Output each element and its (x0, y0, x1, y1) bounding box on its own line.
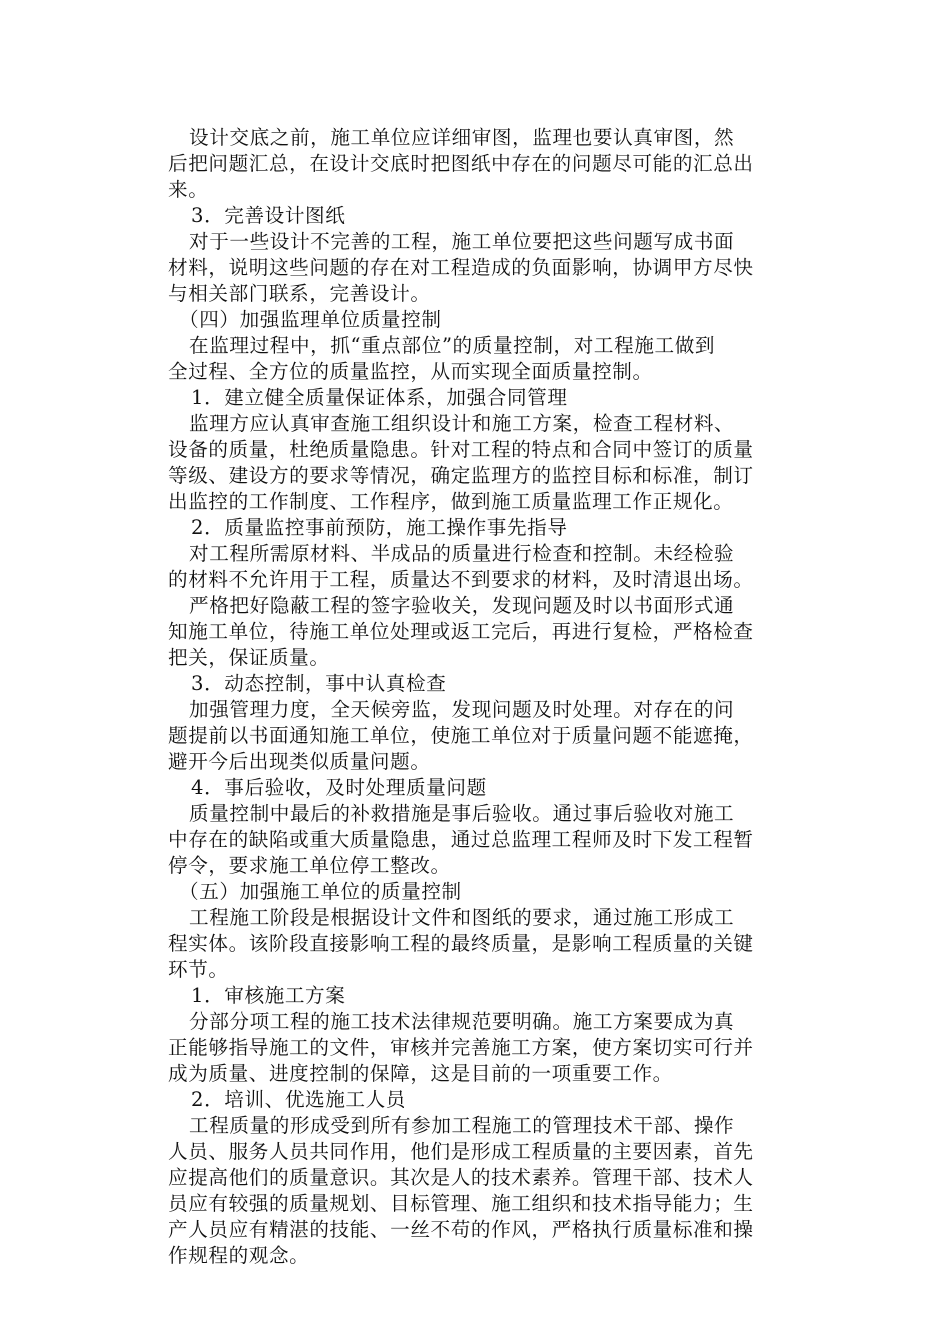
paragraph (168, 593, 798, 671)
text-line: 设计交底之前，施工单位应详细审图，监理也要认真审图，然 (189, 126, 735, 149)
text-line: 环节。 (168, 958, 229, 981)
text-line: 成为质量、进度控制的保障，这是目前的一项重要工作。 (168, 1062, 673, 1085)
text-line: 设备的质量，杜绝质量隐患。针对工程的特点和合同中签订的质量 (168, 438, 754, 461)
text-line: 工程质量的形成受到所有参加工程施工的管理技术干部、操作 (189, 1114, 735, 1137)
text-line: 等级、建设方的要求等情况，确定监理方的监控目标和标准，制订 (168, 464, 754, 487)
text-line: 作规程的观念。 (168, 1244, 310, 1267)
text-line: 产人员应有精湛的技能、一丝不苟的作风，严格执行质量标准和操 (168, 1218, 754, 1241)
text-line: 与相关部门联系，完善设计。 (168, 282, 431, 305)
paragraph (168, 333, 798, 385)
text-line: 分部分项工程的施工技术法律规范要明确。施工方案要成为真 (189, 1010, 735, 1033)
heading-line: 1．建立健全质量保证体系，加强合同管理 (191, 386, 568, 409)
section-heading (168, 879, 798, 905)
heading-line: 2．质量监控事前预防，施工操作事先指导 (191, 516, 568, 539)
text-line: 在监理过程中，抓“重点部位”的质量控制，对工程施工做到 (189, 334, 716, 357)
text-line: 人员、服务人员共同作用，他们是形成工程质量的主要因素，首先 (168, 1140, 754, 1163)
subsection-heading (168, 1087, 798, 1113)
heading-line: 1．审核施工方案 (191, 984, 346, 1007)
paragraph (168, 1113, 798, 1269)
text-line: 的材料不允许用于工程，质量达不到要求的材料，及时清退出场。 (168, 568, 754, 591)
text-line: 后把问题汇总，在设计交底时把图纸中存在的问题尽可能的汇总出 (168, 152, 754, 175)
subsection-heading (168, 203, 798, 229)
text-line: 全过程、全方位的质量监控，从而实现全面质量控制。 (168, 360, 653, 383)
text-line: 对于一些设计不完善的工程，施工单位要把这些问题写成书面 (189, 230, 735, 253)
text-line: 出监控的工作制度、工作程序，做到施工质量监理工作正规化。 (168, 490, 734, 513)
text-line: 程实体。该阶段直接影响工程的最终质量，是影响工程质量的关键 (168, 932, 754, 955)
text-line: 把关，保证质量。 (168, 646, 330, 669)
heading-line: 3．动态控制，事中认真检查 (191, 672, 447, 695)
subsection-heading (168, 671, 798, 697)
paragraph (168, 801, 798, 879)
text-line: 严格把好隐蔽工程的签字验收关，发现问题及时以书面形式通 (189, 594, 735, 617)
text-line: 材料，说明这些问题的存在对工程造成的负面影响，协调甲方尽快 (168, 256, 754, 279)
heading-line: 2．培训、优选施工人员 (191, 1088, 407, 1111)
text-line: 应提高他们的质量意识。其次是人的技术素养。管理干部、技术人 (168, 1166, 754, 1189)
paragraph (168, 1009, 798, 1087)
paragraph (168, 905, 798, 983)
heading-line: 3．完善设计图纸 (191, 204, 346, 227)
heading-line: （四）加强监理单位质量控制 (179, 308, 442, 331)
heading-line: 4．事后验收，及时处理质量问题 (191, 776, 487, 799)
text-line: 质量控制中最后的补救措施是事后验收。通过事后验收对施工 (189, 802, 735, 825)
paragraph (168, 125, 798, 203)
heading-line: （五）加强施工单位的质量控制 (179, 880, 462, 903)
paragraph (168, 411, 798, 515)
document-body (168, 125, 798, 1269)
text-line: 知施工单位，待施工单位处理或返工完后，再进行复检，严格检查 (168, 620, 754, 643)
section-heading (168, 307, 798, 333)
text-line: 监理方应认真审查施工组织设计和施工方案，检查工程材料、 (189, 412, 735, 435)
subsection-heading (168, 385, 798, 411)
subsection-heading (168, 775, 798, 801)
text-line: 对工程所需原材料、半成品的质量进行检查和控制。未经检验 (189, 542, 735, 565)
subsection-heading (168, 515, 798, 541)
text-line: 工程施工阶段是根据设计文件和图纸的要求，通过施工形成工 (189, 906, 735, 929)
paragraph (168, 541, 798, 593)
paragraph (168, 229, 798, 307)
text-line: 加强管理力度，全天候旁监，发现问题及时处理。对存在的问 (189, 698, 735, 721)
paragraph (168, 697, 798, 775)
text-line: 正能够指导施工的文件，审核并完善施工方案，使方案切实可行并 (168, 1036, 754, 1059)
text-line: 来。 (168, 178, 209, 201)
text-line: 题提前以书面通知施工单位，使施工单位对于质量问题不能遮掩， (168, 724, 754, 747)
subsection-heading (168, 983, 798, 1009)
text-line: 员应有较强的质量规划、目标管理、施工组织和技术指导能力；生 (168, 1192, 754, 1215)
text-line: 停令，要求施工单位停工整改。 (168, 854, 451, 877)
text-line: 中存在的缺陷或重大质量隐患，通过总监理工程师及时下发工程暂 (168, 828, 754, 851)
text-line: 避开今后出现类似质量问题。 (168, 750, 431, 773)
